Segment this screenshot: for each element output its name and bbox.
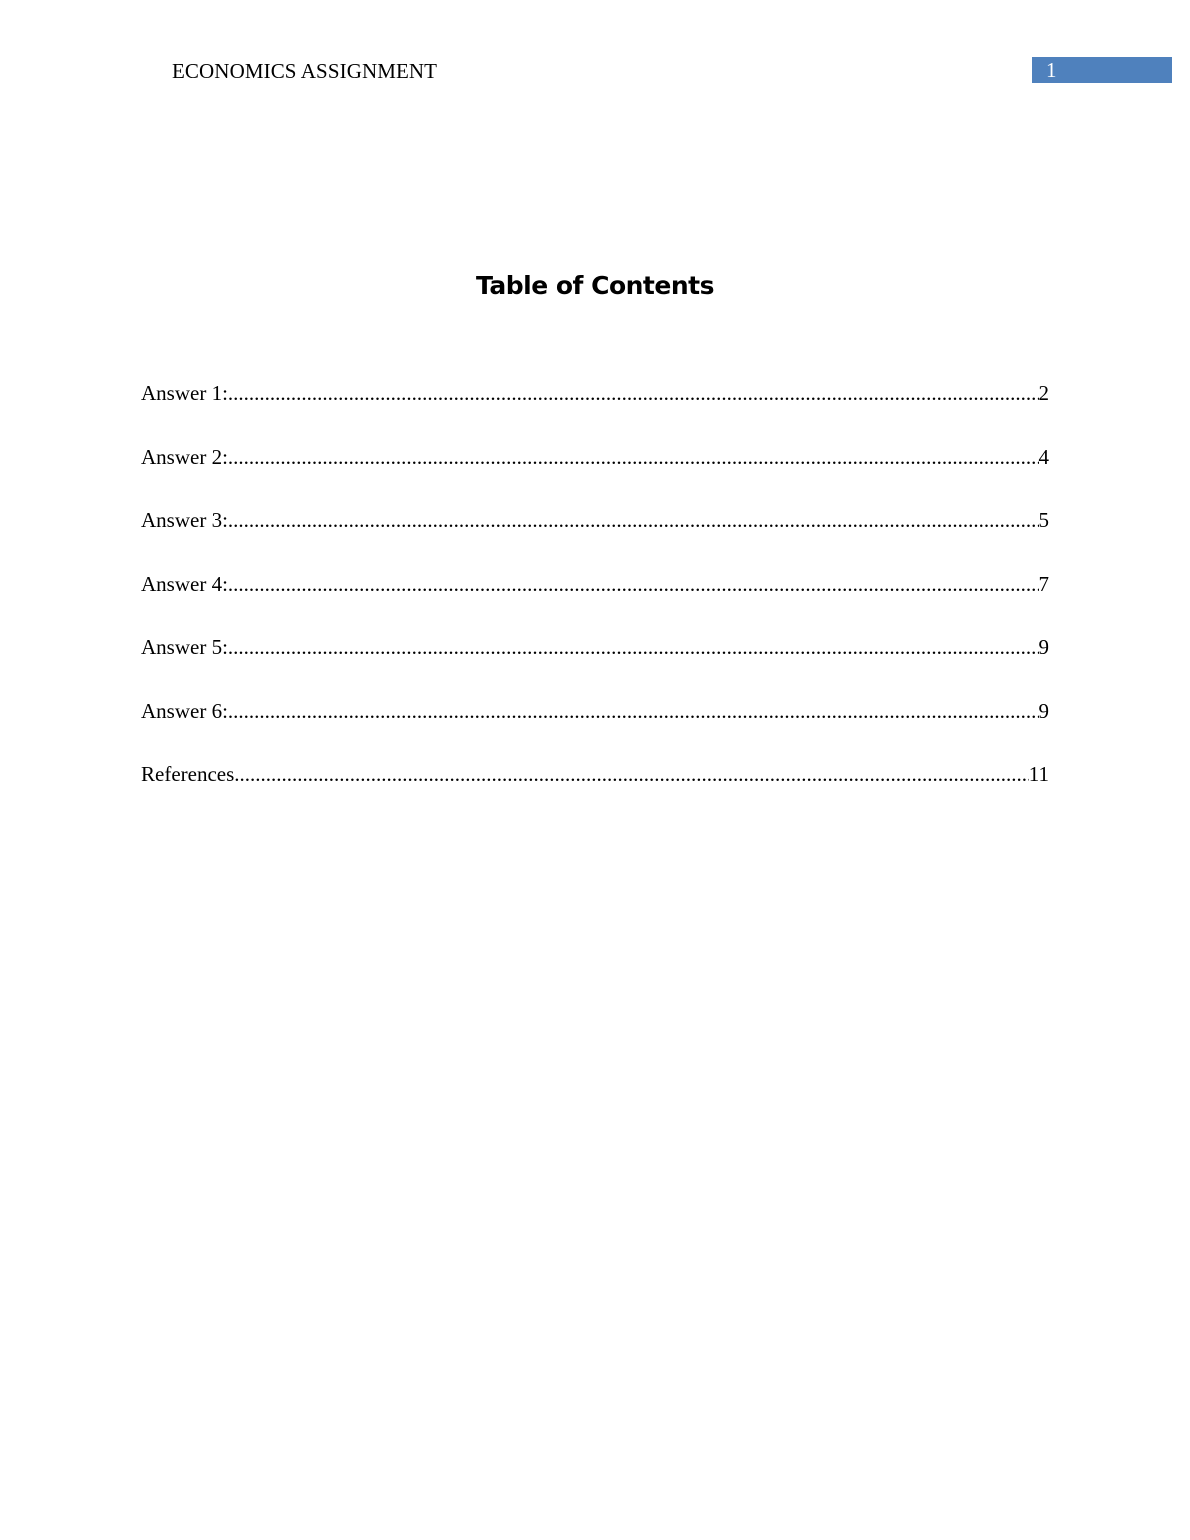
- toc-entry-page: 9: [1038, 698, 1049, 723]
- toc-entry-answer-2[interactable]: [141, 443, 1049, 507]
- toc-entry-label: Answer 5:: [141, 635, 228, 659]
- toc-dot-leader: [228, 443, 1039, 471]
- toc-entry-page: 2: [1038, 381, 1049, 405]
- toc-entry-page: 11: [1028, 762, 1049, 786]
- toc-entry-answer-5[interactable]: [141, 633, 1049, 697]
- toc-entry-answer-6[interactable]: [141, 697, 1049, 761]
- toc-dot-leader: [228, 570, 1039, 598]
- toc-entry-page: 5: [1038, 508, 1049, 532]
- toc-entry-page: 4: [1038, 444, 1049, 469]
- toc-entry-references[interactable]: [141, 760, 1049, 824]
- running-header-title: ECONOMICS ASSIGNMENT: [172, 59, 438, 83]
- table-of-contents: [141, 379, 1049, 824]
- page-number-badge: 1: [1032, 57, 1172, 83]
- toc-heading: Table of Contents: [476, 271, 714, 300]
- toc-dot-leader: [228, 633, 1039, 661]
- toc-dot-leader: [228, 379, 1039, 407]
- toc-dot-leader: [228, 697, 1039, 725]
- toc-entry-answer-3[interactable]: [141, 506, 1049, 570]
- toc-entry-label: References: [141, 762, 235, 786]
- toc-entry-label: Answer 1:: [141, 381, 228, 405]
- toc-entry-label: Answer 3:: [141, 508, 228, 532]
- toc-dot-leader: [234, 760, 1028, 788]
- toc-entry-label: Answer 4:: [141, 571, 228, 596]
- toc-entry-answer-4[interactable]: [141, 570, 1049, 634]
- toc-entry-page: 7: [1038, 571, 1049, 596]
- toc-entry-answer-1[interactable]: [141, 379, 1049, 443]
- toc-entry-page: 9: [1038, 635, 1049, 659]
- toc-entry-label: Answer 6:: [141, 698, 228, 723]
- toc-entry-label: Answer 2:: [141, 444, 228, 469]
- toc-dot-leader: [228, 506, 1039, 534]
